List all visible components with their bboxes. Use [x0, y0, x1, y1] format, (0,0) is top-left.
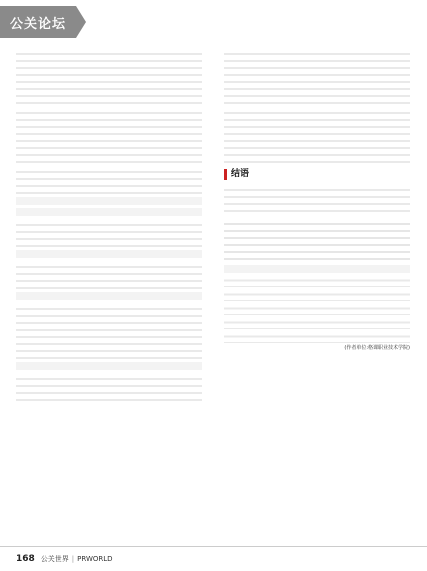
page-header	[0, 0, 427, 46]
reference-item	[224, 303, 410, 315]
section-tab-arrow	[76, 6, 86, 38]
body-paragraph	[16, 166, 202, 194]
masthead-separator: |	[71, 555, 75, 563]
sub-heading	[16, 197, 202, 205]
body-paragraph	[224, 107, 410, 163]
sub-heading	[16, 208, 202, 216]
sub-heading	[16, 362, 202, 370]
body-paragraph	[16, 261, 202, 289]
sub-heading	[16, 292, 202, 300]
journal-masthead	[41, 554, 113, 564]
reference-item	[224, 317, 410, 329]
sub-heading	[16, 250, 202, 258]
journal-name-en: PRWORLD	[77, 555, 113, 563]
journal-name-cn: 公关世界	[40, 555, 69, 563]
page-number: 168	[16, 554, 35, 564]
heading-accent-bar	[224, 169, 227, 180]
reference-item	[224, 289, 410, 301]
body-paragraph	[16, 48, 202, 104]
conclusion-heading-label: 结语	[231, 169, 250, 179]
right-column	[224, 48, 410, 365]
funding-note	[224, 218, 410, 260]
conclusion-heading	[224, 169, 410, 180]
body-paragraph	[224, 48, 410, 104]
section-tab: 公关论坛	[0, 6, 76, 38]
body-paragraph	[16, 373, 202, 401]
author-affiliation: (作者单位:格课职业技术学院)	[344, 345, 410, 351]
references-title	[224, 265, 410, 273]
body-paragraph	[16, 303, 202, 359]
page-footer	[0, 546, 427, 571]
body-paragraph	[16, 107, 202, 163]
body-paragraph	[16, 219, 202, 247]
reference-item	[224, 331, 410, 343]
editor-credit	[224, 358, 410, 365]
conclusion-paragraph	[224, 184, 410, 212]
left-column	[16, 48, 202, 404]
reference-item	[224, 275, 410, 287]
